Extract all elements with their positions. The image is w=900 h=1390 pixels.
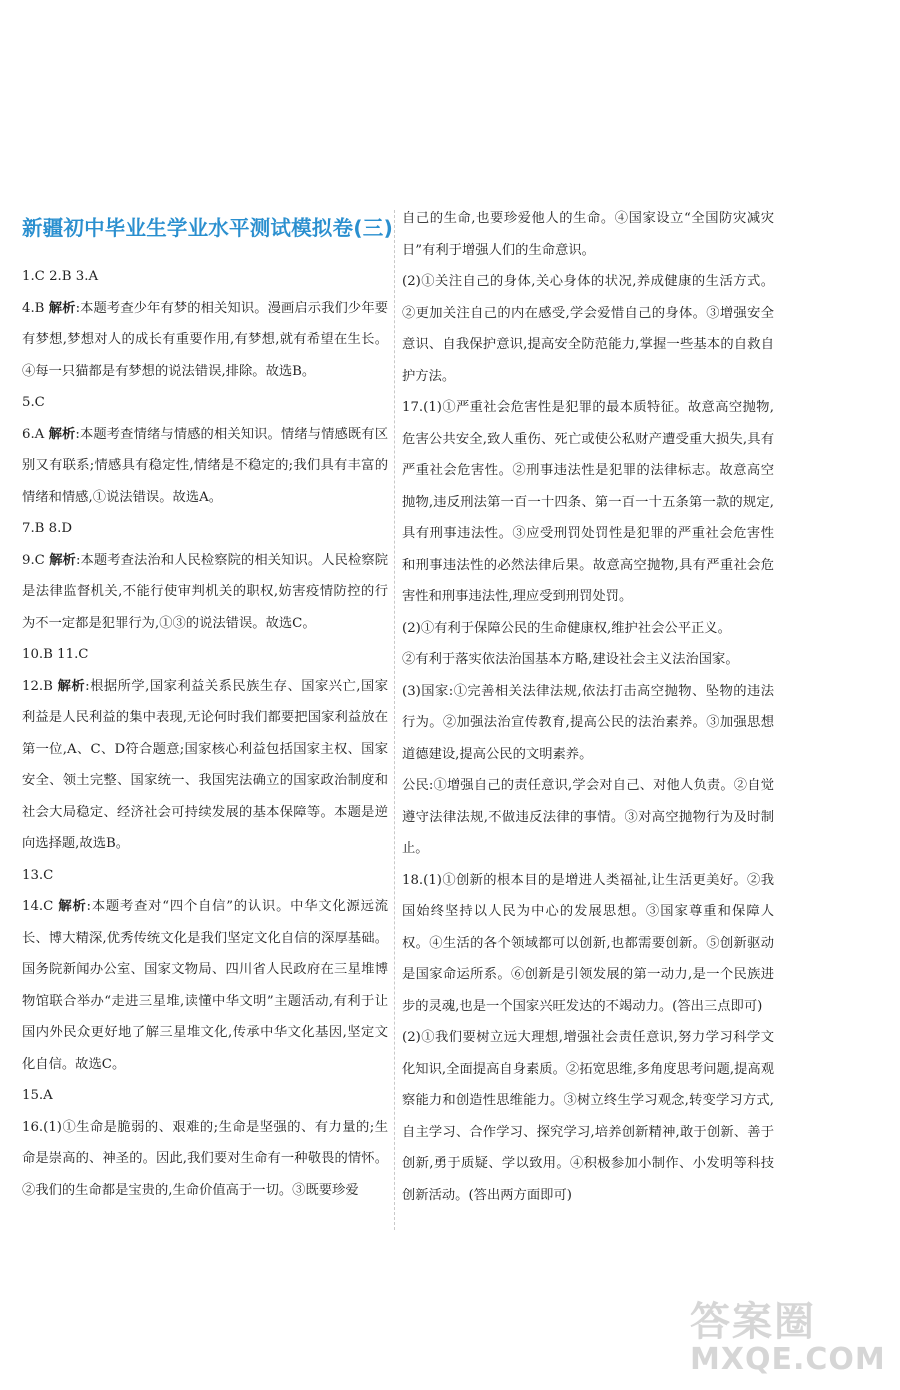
column-divider — [394, 210, 395, 1230]
page-title: 新疆初中毕业生学业水平测试模拟卷(三) — [22, 216, 394, 240]
answer-text: (2)①关注自己的身体,关心身体的状况,养成健康的生活方式。②更加关注自己的内在感受,学会爱惜自己的身体。③增强安全意识、自我保护意识,提高安全防范能力,掌握一些基本的自救自护方法。 — [402, 274, 774, 384]
question-number: 4.B — [22, 300, 45, 316]
answer-text: :根据所学,国家利益关系民族生存、国家兴亡,国家利益是人民利益的集中表现,无论何时我们都要把国家利益放在第一位,A、C、D符合题意;国家核心利益包括国家主权、国家安全、领土完整、国家统一、我国宪法确立的国家政治制度和社会大局稳定、经济社会可持续发展的基本保障等。本题是逆向选择题,故选B。 — [22, 678, 389, 851]
question-number: 13.C — [22, 867, 54, 883]
answer-item — [22, 387, 388, 419]
analysis-label: 解析 — [58, 899, 87, 914]
watermark-logo — [690, 1300, 890, 1380]
answer-item — [22, 545, 388, 640]
answer-text: (3)国家:①完善相关法律法规,依法打击高空抛物、坠物的违法行为。②加强法治宣传教育,提高公民的法治素养。③加强思想道德建设,提高公民的文明素养。 — [402, 683, 774, 762]
answer-item — [22, 513, 388, 545]
answer-item — [22, 261, 388, 293]
answer-item — [22, 1080, 388, 1112]
watermark-url: MXQE.COM — [690, 1342, 886, 1377]
question-number: 14.C — [22, 899, 54, 914]
answer-item — [22, 1112, 388, 1207]
answer-text: (2)①我们要树立远大理想,增强社会责任意识,努力学习科学文化知识,全面提高自身素质。②拓宽思维,多角度思考问题,提高观察能力和创造性思维能力。③树立终生学习观念,转变学习方式,自主学习、合作学习、探究学习,培养创新精神,敢于创新、善于创新,勇于质疑、学以致用。④积极参加小制作、小发明等科技创新活动。(答出两方面即可) — [402, 1030, 774, 1203]
question-number: 9.C — [22, 552, 45, 568]
answer-item — [402, 644, 774, 676]
answer-text: (2)①有利于保障公民的生命健康权,维护社会公平正义。 — [402, 620, 731, 636]
question-number: 5.C — [22, 395, 45, 410]
answer-item — [22, 891, 388, 1080]
answer-text: 公民:①增强自己的责任意识,学会对自己、对他人负责。②自觉遵守法律法规,不做违反法律的事情。③对高空抛物行为及时制止。 — [402, 778, 774, 856]
right-column — [402, 203, 774, 1211]
answer-item — [22, 419, 388, 514]
answer-text: :本题考查少年有梦的相关知识。漫画启示我们少年要有梦想,梦想对人的成长有重要作用,有梦想,就有希望在生长。④每一只猫都是有梦想的说法错误,排除。故选B。 — [22, 300, 389, 379]
answer-text: (1)①生命是脆弱的、艰难的;生命是坚强的、有力量的;生命是崇高的、神圣的。因此,我们要对生命有一种敬畏的情怀。②我们的生命都是宝贵的,生命价值高于一切。③既要珍爱 — [22, 1119, 388, 1198]
answer-item — [22, 860, 388, 892]
left-answer-list — [22, 261, 388, 1206]
watermark-text: 答案圈 — [690, 1299, 816, 1345]
question-number: 1.C 2.B 3.A — [22, 269, 99, 284]
question-number: 18. — [402, 872, 424, 888]
answer-item — [402, 770, 774, 865]
answer-text: :本题考查对“四个自信”的认识。中华文化源远流长、博大精深,优秀传统文化是我们坚定文化自信的深厚基础。国务院新闻办公室、国家文物局、四川省人民政府在三星堆博物馆联合举办“走进三星堆,读懂中华文明”主题活动,有利于让国内外民众更好地了解三星堆文化,传承中华文化基因,坚定文化自信。故选C。 — [22, 899, 389, 1072]
analysis-label: 解析 — [48, 426, 76, 442]
question-number: 6.A — [22, 426, 45, 442]
question-number: 7.B 8.D — [22, 521, 73, 536]
right-answer-list — [402, 203, 774, 1211]
question-number: 16. — [22, 1119, 44, 1135]
answer-text: (1)①严重社会危害性是犯罪的最本质特征。故意高空抛物,危害公共安全,致人重伤、死亡或使公私财产遭受重大损失,具有严重社会危害性。②刑事违法性是犯罪的法律标志。故意高空抛物,违反刑法第一百一十四条、第一百一十五条第一款的规定,具有刑事违法性。③应受刑罚处罚性是犯罪的严重社会危害性和刑事违法性的必然法律后果。故意高空抛物,具有严重社会危害性和刑事违法性,理应受到刑罚处罚。 — [402, 400, 774, 604]
answer-text: :本题考查情绪与情感的相关知识。情绪与情感既有区别又有联系;情感具有稳定性,情绪是不稳定的;我们具有丰富的情绪和情感,①说法错误。故选A。 — [22, 426, 388, 505]
answer-text: ②有利于落实依法治国基本方略,建设社会主义法治国家。 — [402, 652, 739, 667]
question-number: 12.B — [22, 678, 53, 694]
answer-item — [402, 676, 774, 771]
answer-item — [22, 639, 388, 671]
answer-item — [402, 865, 774, 1023]
answer-item — [402, 266, 774, 392]
analysis-label: 解析 — [49, 552, 76, 568]
answer-text: :本题考查法治和人民检察院的相关知识。人民检察院是法律监督机关,不能行使审判机关的职权,妨害疫情防控的行为不一定都是犯罪行为,①③的说法错误。故选C。 — [22, 552, 389, 631]
answer-item — [402, 392, 774, 613]
answer-item — [402, 613, 774, 645]
answer-text: 自己的生命,也要珍爱他人的生命。④国家设立“全国防灾减灾日”有利于增强人们的生命意识。 — [402, 211, 774, 258]
analysis-label: 解析 — [48, 300, 76, 316]
answer-text: (1)①创新的根本目的是增进人类福祉,让生活更美好。②我国始终坚持以人民为中心的发展思想。③国家尊重和保障人权。④生活的各个领域都可以创新,也都需要创新。⑤创新驱动是国家命运所系。⑥创新是引领发展的第一动力,是一个民族进步的灵魂,也是一个国家兴旺发达的不竭动力。(答出三点即可) — [402, 872, 774, 1014]
answer-item — [22, 293, 388, 388]
question-number: 17. — [402, 400, 424, 415]
answer-item — [402, 203, 774, 266]
question-number: 10.B 11.C — [22, 647, 89, 662]
question-number: 15.A — [22, 1088, 53, 1103]
answer-item — [402, 1022, 774, 1211]
left-column — [22, 205, 394, 1206]
answer-item — [22, 671, 388, 860]
analysis-label: 解析 — [57, 678, 86, 694]
